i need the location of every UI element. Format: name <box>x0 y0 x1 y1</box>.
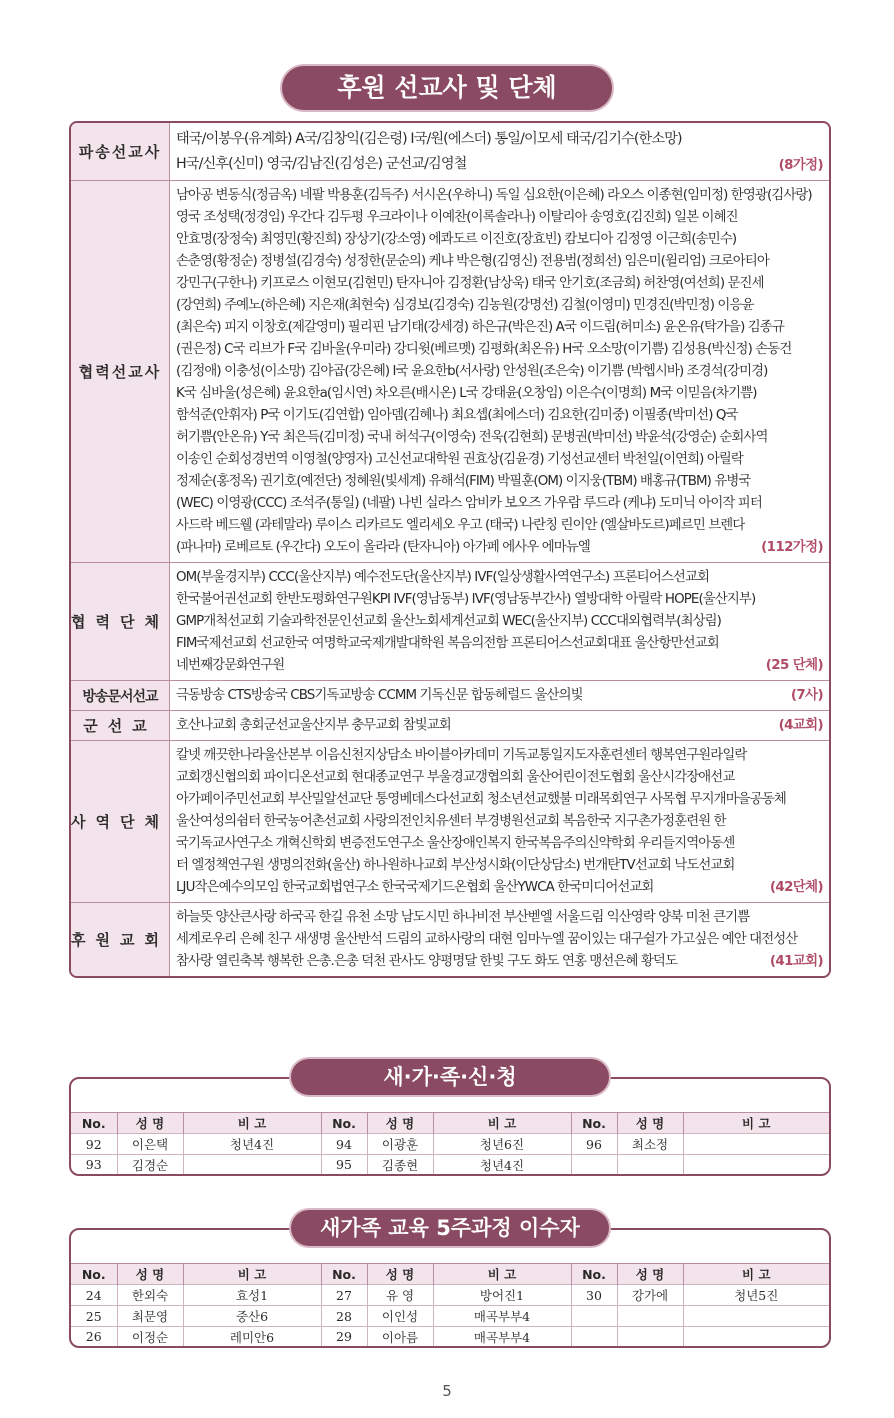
column-header: 비 고 <box>183 1113 321 1134</box>
column-header: 비 고 <box>183 1264 321 1285</box>
content-line: (WEC) 이영광(CCC) 조석주(통일) (네팔) 나빈 실라스 암비카 보오즈 가우람 루드라 (케냐) 도미닉 아이작 피터 <box>176 496 762 511</box>
count-badge: (41교회) <box>769 954 823 969</box>
education-table <box>71 1263 829 1346</box>
column-header: No. <box>71 1113 117 1134</box>
content-line: 정제순(홍정옥) 권기호(예전단) 정혜원(빛세계) 유해석(FIM) 박필훈(OM) 이지웅(TBM) 배홍규(TBM) 유병국 <box>176 474 751 489</box>
column-header: No. <box>321 1264 367 1285</box>
content-line: 교회갱신협의회 파이디온선교회 현대종교연구 부울경교갱협의회 울산어린이전도협회 울산시각장애선교 <box>176 770 735 785</box>
table-cell: 30 <box>571 1285 617 1306</box>
table-cell: 이광훈 <box>367 1134 433 1155</box>
row-content <box>170 123 829 180</box>
row-content <box>170 903 829 976</box>
row-label: 파송선교사 <box>71 123 170 180</box>
table-cell <box>617 1306 683 1327</box>
table-cell: 김종현 <box>367 1155 433 1175</box>
table-cell: 매곡부부4 <box>433 1327 571 1347</box>
table-cell: 이아름 <box>367 1327 433 1347</box>
table-cell: 청년5진 <box>683 1285 829 1306</box>
content-line: 극동방송 CTS방송국 CBS기독교방송 CCMM 기독신문 합동헤럴드 울산의빛 <box>176 688 583 703</box>
content-line: (강연희) 주예노(하은혜) 지은재(최현숙) 심경보(김경숙) 김농원(강명선) 김철(이영미) 민경진(박민정) 이응윤 <box>176 298 754 313</box>
table-cell: 청년6진 <box>433 1134 571 1155</box>
content-line: 사드락 베드웰 (과테말라) 루이스 리카르도 엘리세오 우고 (태국) 나란칭 린이안 (엘살바도르)페르민 브렌다 <box>176 518 745 533</box>
content-line: 안효명(장정숙) 최영민(황진희) 장상기(강소영) 에콰도르 이진호(장효빈) 캄보디아 김정영 이근희(송민수) <box>176 232 737 247</box>
table-header-row <box>71 1113 829 1134</box>
table-cell <box>571 1327 617 1347</box>
table-cell <box>617 1155 683 1175</box>
row-label: 협력단체 <box>71 563 170 680</box>
column-header: No. <box>321 1113 367 1134</box>
column-header: 성 명 <box>117 1264 183 1285</box>
table-cell <box>683 1134 829 1155</box>
table-cell: 청년4진 <box>183 1134 321 1155</box>
content-line: 호산나교회 총회군선교울산지부 충무교회 참빛교회 <box>176 718 451 733</box>
table-cell: 26 <box>71 1327 117 1347</box>
table-cell: 이정순 <box>117 1327 183 1347</box>
row-label: 방송문서선교 <box>71 681 170 710</box>
education-section <box>69 1216 831 1348</box>
table-cell: 한외숙 <box>117 1285 183 1306</box>
new-family-section <box>69 1065 831 1176</box>
table-cell: 청년4진 <box>433 1155 571 1175</box>
content-line: 네번째강문화연구원 <box>176 658 285 673</box>
row-content <box>170 681 829 710</box>
table-cell: 92 <box>71 1134 117 1155</box>
table-cell <box>683 1306 829 1327</box>
table-cell: 이은택 <box>117 1134 183 1155</box>
content-line: 터 엘정책연구원 생명의전화(울산) 하나원하나교회 부산성시화(이단상담소) 번개탄TV선교회 낙도선교회 <box>176 858 735 873</box>
column-header: No. <box>571 1113 617 1134</box>
table-cell: 강가에 <box>617 1285 683 1306</box>
row-content <box>170 181 829 562</box>
count-badge: (25 단체) <box>765 658 823 673</box>
content-line: 남아공 변동식(정금옥) 네팔 박용훈(김득주) 서시온(우하니) 독일 심요한(이은혜) 라오스 이종현(임미정) 한영광(김사랑) <box>176 188 812 203</box>
support-table <box>69 121 831 978</box>
column-header: 성 명 <box>367 1264 433 1285</box>
content-line: 영국 조성택(정경임) 우간다 김두평 우크라이나 이예찬(이록솔라나) 이탈리아 송영호(김진희) 일본 이혜진 <box>176 210 738 225</box>
support-row-broadcast-media <box>71 680 829 710</box>
content-line: 허기쁨(안온유) Y국 최은득(김미정) 국내 허석구(이영숙) 전욱(김현희) 문병권(박미선) 박윤석(강영순) 순회사역 <box>176 430 768 445</box>
row-label: 사역단체 <box>71 741 170 902</box>
content-line: FIM국제선교회 선교한국 여명학교국제개발대학원 복음의전함 프론티어스선교회대표 울산항만선교회 <box>176 636 719 651</box>
table-cell: 24 <box>71 1285 117 1306</box>
page-number: 5 <box>442 1382 452 1400</box>
content-line: GMP개척선교회 기술과학전문인선교회 울산노회세계선교회 WEC(울산지부) CCC대외협력부(최상림) <box>176 614 721 629</box>
content-line: 세계로우리 은혜 친구 새생명 울산반석 드림의 교하사랑의 대현 임마누엘 꿈이있는 대구쉴가 가고싶은 예안 대전성산 <box>176 932 798 947</box>
table-cell <box>683 1327 829 1347</box>
table-cell: 28 <box>321 1306 367 1327</box>
table-cell: 방어진1 <box>433 1285 571 1306</box>
content-line: H국/신후(신미) 영국/김남진(김성은) 군선교/김영철 <box>176 156 467 172</box>
table-cell <box>571 1155 617 1175</box>
support-row-partner-organizations <box>71 562 829 680</box>
content-line: 이송인 순회성경번역 이영철(양영자) 고신선교대학원 권효상(김윤경) 기성선교센터 박천일(이연희) 아릴락 <box>176 452 743 467</box>
table-cell: 93 <box>71 1155 117 1175</box>
content-line: 칼넷 깨끗한나라울산본부 이음신천지상담소 바이블아카데미 기독교통일지도자훈련센터 행복연구원라일락 <box>176 748 747 763</box>
content-line: 국기독교사연구소 개혁신학회 변증전도연구소 울산장애인복지 한국복음주의신약학회 우리들지역아동센 <box>176 836 735 851</box>
table-cell: 95 <box>321 1155 367 1175</box>
table-row <box>71 1134 829 1155</box>
table-cell: 레미안6 <box>183 1327 321 1347</box>
table-row <box>71 1327 829 1347</box>
support-row-dispatched-missionaries <box>71 123 829 180</box>
table-cell: 매곡부부4 <box>433 1306 571 1327</box>
row-content <box>170 741 829 902</box>
table-cell: 최문영 <box>117 1306 183 1327</box>
content-line: 아가페이주민선교회 부산밀알선교단 통영베데스다선교회 청소년선교했불 미래목회연구 사목협 무지개마을공동체 <box>176 792 786 807</box>
support-row-ministry-organizations <box>71 740 829 902</box>
support-row-military-mission <box>71 710 829 740</box>
content-line: 손춘영(황정순) 정병설(김경숙) 성정한(문순의) 케냐 박은형(김영신) 전용범(정희선) 임은미(윌리엄) 크로아티아 <box>176 254 769 269</box>
support-row-partner-missionaries <box>71 180 829 562</box>
count-badge: (112가정) <box>761 540 823 555</box>
content-line: 참사랑 열린축복 행복한 은총.은총 덕천 관사도 양평명달 한빛 구도 화도 연홍 맹선은혜 황덕도 <box>176 954 677 969</box>
table-cell: 최소정 <box>617 1134 683 1155</box>
education-title: 새가족 교육 5주과정 이수자 <box>291 1210 609 1246</box>
count-badge: (42단체) <box>769 880 823 895</box>
table-cell: 96 <box>571 1134 617 1155</box>
row-content <box>170 711 829 740</box>
table-row <box>71 1306 829 1327</box>
column-header: 비 고 <box>683 1264 829 1285</box>
table-cell <box>571 1306 617 1327</box>
page-title: 후원 선교사 및 단체 <box>282 66 612 110</box>
content-line: 한국불어권선교회 한반도평화연구원KPI IVF(영남동부) IVF(영남동부간사) 열방대학 아릴락 HOPE(울산지부) <box>176 592 756 607</box>
content-line: LJU작은예수의모임 한국교회법연구소 한국국제기드온협회 울산YWCA 한국미디어선교회 <box>176 880 654 895</box>
content-line: 함석준(안휘자) P국 이기도(김연합) 임아뎀(김혜나) 최요셉(최에스더) 김요한(김미중) 이필종(박미선) Q국 <box>176 408 738 423</box>
row-label: 후원교회 <box>71 903 170 976</box>
column-header: 비 고 <box>433 1113 571 1134</box>
new-family-table <box>71 1112 829 1174</box>
count-badge: (8가정) <box>778 158 823 173</box>
content-line: (김정애) 이충성(이소망) 김야곱(강은혜) I국 윤요한b(서사랑) 안성원(조은숙) 이기쁨 (박헵시바) 조경석(강미경) <box>176 364 768 379</box>
table-cell: 94 <box>321 1134 367 1155</box>
table-cell: 김경순 <box>117 1155 183 1175</box>
table-cell: 29 <box>321 1327 367 1347</box>
column-header: 성 명 <box>617 1264 683 1285</box>
table-cell: 유 영 <box>367 1285 433 1306</box>
content-line: OM(부울경지부) CCC(울산지부) 예수전도단(울산지부) IVF(일상생활사역연구소) 프론티어스선교회 <box>176 570 710 585</box>
column-header: 비 고 <box>433 1264 571 1285</box>
content-line: 태국/이봉우(유계화) A국/김창익(김은령) I국/원(에스더) 통일/이모세 태국/김기수(한소망) <box>176 131 682 147</box>
table-cell: 중산6 <box>183 1306 321 1327</box>
table-row <box>71 1155 829 1175</box>
table-cell: 27 <box>321 1285 367 1306</box>
column-header: 성 명 <box>367 1113 433 1134</box>
row-label: 협력선교사 <box>71 181 170 562</box>
support-row-supporting-churches <box>71 902 829 976</box>
content-line: (파나마) 로베르토 (우간다) 오도이 올라라 (탄자니아) 아가페 에사우 에마뉴엘 <box>176 540 590 555</box>
new-family-title: 새·가·족·신·청 <box>291 1059 609 1095</box>
column-header: 성 명 <box>117 1113 183 1134</box>
column-header: No. <box>571 1264 617 1285</box>
content-line: (권은정) C국 리브가 F국 김바울(우미라) 강디윗(베르멧) 김평화(최온유) H국 오소망(이기쁨) 김성용(박신정) 손동건 <box>176 342 792 357</box>
content-line: (최은숙) 피지 이창호(제갈영미) 필리핀 남기태(강세경) 하은규(박은진) A국 이드림(허미소) 윤온유(탁가을) 김종규 <box>176 320 784 335</box>
count-badge: (4교회) <box>778 718 823 733</box>
column-header: 성 명 <box>617 1113 683 1134</box>
table-cell: 이인성 <box>367 1306 433 1327</box>
content-line: 강민구(구한나) 키프로스 이현모(김현민) 탄자니아 김정환(남상욱) 태국 안기호(조금희) 허찬영(여선희) 문진세 <box>176 276 764 291</box>
table-cell <box>183 1155 321 1175</box>
table-cell <box>617 1327 683 1347</box>
table-cell <box>683 1155 829 1175</box>
content-line: 울산여성의쉼터 한국농어촌선교회 사랑의전인치유센터 부경병원선교회 복음한국 지구촌가정훈련원 한 <box>176 814 726 829</box>
count-badge: (7사) <box>790 688 823 703</box>
row-content <box>170 563 829 680</box>
column-header: No. <box>71 1264 117 1285</box>
table-header-row <box>71 1264 829 1285</box>
table-row <box>71 1285 829 1306</box>
table-cell: 25 <box>71 1306 117 1327</box>
row-label: 군선교 <box>71 711 170 740</box>
column-header: 비 고 <box>683 1113 829 1134</box>
content-line: 하늘뜻 양산큰사랑 하국곡 한길 유천 소망 남도시민 하나비전 부산벧엘 서울드림 익산영락 양북 미천 큰기쁨 <box>176 910 750 925</box>
table-cell: 효성1 <box>183 1285 321 1306</box>
content-line: K국 심바울(성은혜) 윤요한a(임시연) 차오른(배시온) L국 강태윤(오창임) 이은수(이명희) M국 이믿음(차기쁨) <box>176 386 757 401</box>
